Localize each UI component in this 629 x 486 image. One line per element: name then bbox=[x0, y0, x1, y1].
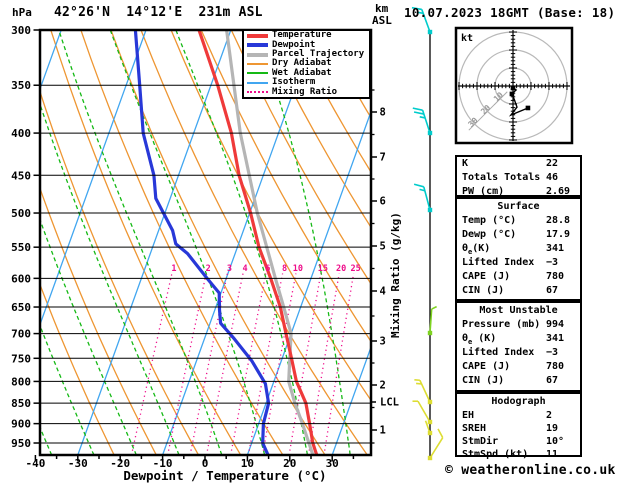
svg-text:20: 20 bbox=[336, 264, 347, 274]
most-unstable-row bbox=[457, 360, 580, 374]
pressure-axis bbox=[11, 24, 40, 450]
row-label: StmDir bbox=[462, 436, 499, 447]
svg-text:750: 750 bbox=[11, 352, 31, 366]
copyright-footer: © weatheronline.co.uk bbox=[445, 463, 616, 478]
hodograph-row bbox=[457, 448, 580, 461]
row-label: K bbox=[462, 158, 469, 169]
svg-text:550: 550 bbox=[11, 241, 31, 255]
most-unstable-header: Most Unstable bbox=[479, 305, 558, 316]
row-label: CAPE (J) bbox=[462, 361, 511, 372]
hodograph-table bbox=[455, 392, 582, 460]
svg-text:650: 650 bbox=[11, 301, 31, 315]
wind-barbs bbox=[412, 8, 443, 460]
row-label: PW (cm) bbox=[462, 186, 505, 197]
row-label: CIN (J) bbox=[462, 375, 505, 386]
row-label: Lifted Index bbox=[462, 257, 535, 268]
most-unstable-row bbox=[457, 318, 580, 332]
legend-label: Dry Adiabat bbox=[272, 58, 332, 69]
row-value: 2 bbox=[546, 410, 553, 421]
row-value: 994 bbox=[546, 319, 565, 330]
most-unstable-table bbox=[455, 301, 582, 392]
row-value: −3 bbox=[546, 347, 559, 358]
svg-text:1: 1 bbox=[171, 264, 177, 274]
legend-swatch-icon bbox=[247, 72, 268, 74]
svg-text:3: 3 bbox=[226, 264, 232, 274]
svg-text:600: 600 bbox=[11, 272, 31, 286]
hodograph-trace-dot bbox=[526, 106, 531, 111]
svg-text:6: 6 bbox=[265, 264, 271, 274]
surface-row bbox=[457, 228, 580, 242]
legend-label: Temperature bbox=[272, 30, 332, 41]
row-value: −3 bbox=[546, 257, 559, 268]
surface-row bbox=[457, 270, 580, 284]
svg-text:5: 5 bbox=[379, 240, 386, 253]
svg-text:10: 10 bbox=[292, 264, 304, 274]
legend-label: Mixing Ratio bbox=[272, 86, 338, 97]
svg-text:2: 2 bbox=[205, 264, 211, 274]
hodograph-ring-label: 10 bbox=[491, 90, 506, 104]
svg-text:3: 3 bbox=[379, 335, 386, 348]
svg-text:-10: -10 bbox=[152, 457, 173, 470]
svg-text:25: 25 bbox=[350, 264, 361, 274]
surface-header: Surface bbox=[497, 201, 540, 212]
surface-row bbox=[457, 284, 580, 298]
row-value: 341 bbox=[546, 243, 565, 254]
row-label: StmSpd (kt) bbox=[462, 449, 529, 460]
row-label: SREH bbox=[462, 423, 487, 434]
surface-table bbox=[455, 197, 582, 301]
legend-label: Parcel Trajectory bbox=[272, 49, 365, 60]
svg-text:700: 700 bbox=[11, 327, 31, 341]
legend-item-6 bbox=[244, 87, 369, 96]
legend-label: Wet Adiabat bbox=[272, 67, 332, 78]
svg-text:30: 30 bbox=[325, 457, 339, 470]
hodograph-unit-label: kt bbox=[461, 33, 474, 44]
svg-text:15: 15 bbox=[317, 264, 328, 274]
legend-label: Isotherm bbox=[272, 77, 316, 88]
svg-text:850: 850 bbox=[11, 397, 31, 411]
row-label: CAPE (J) bbox=[462, 271, 511, 282]
most-unstable-row bbox=[457, 374, 580, 388]
wind-barb bbox=[413, 108, 432, 135]
hodograph-panel bbox=[456, 28, 572, 143]
row-label: Totals Totals bbox=[462, 172, 541, 183]
svg-text:-30: -30 bbox=[67, 457, 88, 470]
row-label: Pressure (mb) bbox=[462, 319, 541, 330]
mixing-ratio-group bbox=[131, 274, 353, 456]
wind-barb bbox=[413, 401, 433, 424]
row-value: 46 bbox=[546, 172, 559, 183]
svg-text:950: 950 bbox=[11, 437, 31, 451]
svg-text:6: 6 bbox=[379, 195, 386, 208]
indices-row bbox=[457, 171, 580, 185]
svg-text:20: 20 bbox=[283, 457, 297, 470]
legend-swatch-icon bbox=[247, 82, 268, 84]
legend-swatch-icon bbox=[247, 53, 268, 57]
altitude-axis-unit-km: km bbox=[375, 2, 389, 15]
row-value: 11 bbox=[546, 449, 559, 460]
svg-text:900: 900 bbox=[11, 417, 31, 431]
row-value: 17.9 bbox=[546, 229, 571, 240]
row-label: CIN (J) bbox=[462, 285, 505, 296]
hodograph-row bbox=[457, 422, 580, 435]
svg-text:-40: -40 bbox=[25, 457, 46, 470]
altitude-axis-unit-asl: ASL bbox=[372, 14, 392, 27]
temperature-axis-label: Dewpoint / Temperature (°C) bbox=[123, 468, 327, 483]
most-unstable-row bbox=[457, 346, 580, 360]
legend-swatch-icon bbox=[247, 43, 268, 47]
hodograph-row bbox=[457, 409, 580, 422]
hodograph-ring-label: 30 bbox=[466, 115, 480, 130]
row-label: $\theta_e$ (K) bbox=[462, 333, 497, 346]
svg-text:-20: -20 bbox=[110, 457, 131, 470]
row-value: 341 bbox=[546, 333, 565, 344]
svg-text:450: 450 bbox=[11, 169, 31, 183]
row-value: 67 bbox=[546, 375, 559, 386]
svg-text:0: 0 bbox=[201, 457, 209, 470]
svg-text:800: 800 bbox=[11, 375, 31, 389]
page-title: 42°26'N 14°12'E 231m ASL bbox=[54, 5, 263, 20]
svg-text:350: 350 bbox=[11, 79, 31, 93]
legend-swatch-icon bbox=[247, 91, 268, 93]
indices-row bbox=[457, 157, 580, 171]
legend-swatch-icon bbox=[247, 63, 268, 65]
row-value: 22 bbox=[546, 158, 559, 169]
row-value: 67 bbox=[546, 285, 559, 296]
wind-barb bbox=[428, 307, 437, 336]
svg-text:2: 2 bbox=[379, 379, 386, 392]
hodograph-header: Hodograph bbox=[491, 396, 546, 407]
legend-swatch-icon bbox=[247, 34, 268, 38]
legend-label: Dewpoint bbox=[272, 39, 316, 50]
hodograph-ring-label: 20 bbox=[479, 103, 493, 117]
row-value: 10° bbox=[546, 436, 565, 447]
row-value: 780 bbox=[546, 271, 565, 282]
surface-row bbox=[457, 214, 580, 228]
row-label: $\theta_e(K)$ bbox=[462, 243, 491, 256]
lcl-marker bbox=[371, 397, 399, 409]
row-value: 19 bbox=[546, 423, 559, 434]
row-label: Temp (°C) bbox=[462, 215, 517, 226]
row-label: Dewp (°C) bbox=[462, 229, 517, 240]
svg-text:4: 4 bbox=[379, 285, 386, 298]
svg-text:1: 1 bbox=[379, 424, 386, 437]
svg-text:10: 10 bbox=[240, 457, 255, 470]
lcl-label: LCL bbox=[380, 396, 399, 409]
surface-row bbox=[457, 256, 580, 270]
svg-text:8: 8 bbox=[281, 264, 288, 274]
svg-text:4: 4 bbox=[242, 264, 248, 274]
svg-text:400: 400 bbox=[11, 127, 31, 141]
pressure-axis-unit: hPa bbox=[12, 6, 32, 19]
svg-text:8: 8 bbox=[379, 106, 386, 119]
row-label: Lifted Index bbox=[462, 347, 535, 358]
date-title: 10.07.2023 18GMT (Base: 18) bbox=[404, 5, 616, 20]
svg-text:300: 300 bbox=[11, 24, 31, 37]
mixing-ratio-axis-label: Mixing Ratio (g/kg) bbox=[389, 212, 402, 338]
hodograph-row bbox=[457, 435, 580, 448]
indices-table bbox=[455, 155, 582, 197]
km-axis bbox=[371, 90, 386, 443]
hodograph-trace-dot bbox=[511, 86, 516, 91]
most-unstable-row bbox=[457, 332, 580, 346]
surface-row bbox=[457, 242, 580, 256]
row-value: 2.69 bbox=[546, 186, 571, 197]
svg-text:500: 500 bbox=[11, 207, 31, 221]
hodograph-trace-dot bbox=[510, 92, 515, 97]
row-label: EH bbox=[462, 410, 475, 421]
legend bbox=[242, 29, 371, 99]
row-value: 28.8 bbox=[546, 215, 571, 226]
svg-text:7: 7 bbox=[379, 151, 386, 164]
row-value: 780 bbox=[546, 361, 565, 372]
